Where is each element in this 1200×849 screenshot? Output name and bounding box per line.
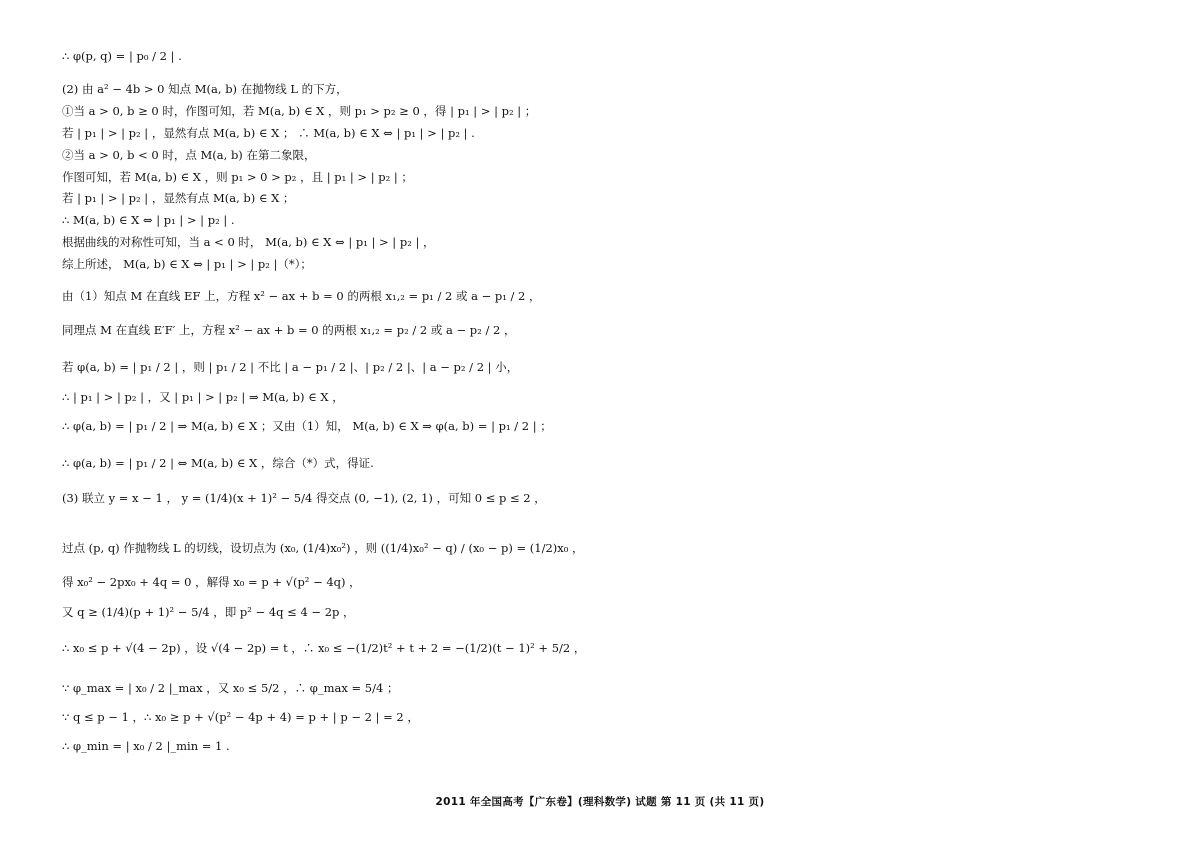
text-line: ∴ φ(a, b) = | p₁ / 2 | ⇔ M(a, b) ∈ X ，综合（*）式，得证.: [62, 456, 374, 470]
text-line: 根据曲线的对称性可知，当 a < 0 时， M(a, b) ∈ X ⇔ | p₁ | > | p₂ | ，: [62, 235, 435, 249]
text-line: ①当 a > 0, b ≥ 0 时，作图可知，若 M(a, b) ∈ X ，则 p₁ > p₂ ≥ 0 ，得 | p₁ | > | p₂ | ；: [62, 104, 537, 118]
text-line: 若 | p₁ | > | p₂ | ，显然有点 M(a, b) ∈ X ；: [62, 191, 295, 205]
text-line: 同理点 M 在直线 E′F′ 上，方程 x² − ax + b = 0 的两根 x₁,₂ = p₂ / 2 或 a − p₂ / 2 ，: [62, 323, 516, 337]
text-line: 得 x₀² − 2px₀ + 4q = 0 ，解得 x₀ = p + √(p² − 4q) ，: [62, 575, 361, 589]
text-line: 由（1）知点 M 在直线 EF 上，方程 x² − ax + b = 0 的两根 x₁,₂ = p₁ / 2 或 a − p₁ / 2 ，: [62, 289, 541, 303]
text-line: ∴ | p₁ | > | p₂ | ，又 | p₁ | > | p₂ | ⇒ M(a, b) ∈ X ，: [62, 390, 344, 404]
text-line: ∴ x₀ ≤ p + √(4 − 2p) ，设 √(4 − 2p) = t ，∴ x₀ ≤ −(1/2)t² + t + 2 = −(1/2)(t − 1)² + 5/2 ，: [62, 641, 586, 655]
text-line: ∴ φ(p, q) = | p₀ / 2 | .: [62, 49, 182, 63]
text-line: ∴ M(a, b) ∈ X ⇔ | p₁ | > | p₂ | .: [62, 213, 235, 227]
text-line: 又 q ≥ (1/4)(p + 1)² − 5/4 ，即 p² − 4q ≤ 4 − 2p ，: [62, 605, 355, 619]
text-line: ②当 a > 0, b < 0 时，点 M(a, b) 在第二象限，: [62, 148, 316, 162]
page-footer: 2011 年全国高考【广东卷】(理科数学) 试题 第 11 页 (共 11 页): [435, 796, 765, 808]
text-line: 作图可知，若 M(a, b) ∈ X ，则 p₁ > 0 > p₂ ，且 | p₁ | > | p₂ | ；: [62, 170, 413, 184]
text-line: ∴ φ(a, b) = | p₁ / 2 | ⇒ M(a, b) ∈ X ；又由（1）知， M(a, b) ∈ X ⇒ φ(a, b) = | p₁ / 2 | ；: [62, 419, 552, 433]
text-line: 若 | p₁ | > | p₂ | ，显然有点 M(a, b) ∈ X ； ∴ M(a, b) ∈ X ⇔ | p₁ | > | p₂ | .: [62, 126, 475, 140]
text-line: 过点 (p, q) 作抛物线 L 的切线，设切点为 (x₀, (1/4)x₀²) ，则 ((1/4)x₀² − q) / (x₀ − p) = (1/2)x₀ ，: [62, 541, 584, 555]
text-line: ∴ φ_min = | x₀ / 2 |_min = 1 .: [62, 739, 230, 753]
text-line: 综上所述， M(a, b) ∈ X ⇔ | p₁ | > | p₂ |（*）；: [62, 257, 312, 271]
text-line: (2) 由 a² − 4b > 0 知点 M(a, b) 在抛物线 L 的下方，: [62, 82, 348, 96]
text-line: ∵ φ_max = | x₀ / 2 |_max ，又 x₀ ≤ 5/2 ，∴ φ_max = 5/4 ；: [62, 681, 399, 695]
text-line: 若 φ(a, b) = | p₁ / 2 | ，则 | p₁ / 2 | 不比 | a − p₁ / 2 |、| p₂ / 2 |、| a − p₂ / 2 | 小，: [62, 360, 519, 374]
text-line: (3) 联立 y = x − 1 ， y = (1/4)(x + 1)² − 5/4 得交点 (0, −1), (2, 1) ，可知 0 ≤ p ≤ 2 ，: [62, 491, 546, 505]
text-line: ∵ q ≤ p − 1 ，∴ x₀ ≥ p + √(p² − 4p + 4) = p + | p − 2 | = 2 ，: [62, 710, 419, 724]
